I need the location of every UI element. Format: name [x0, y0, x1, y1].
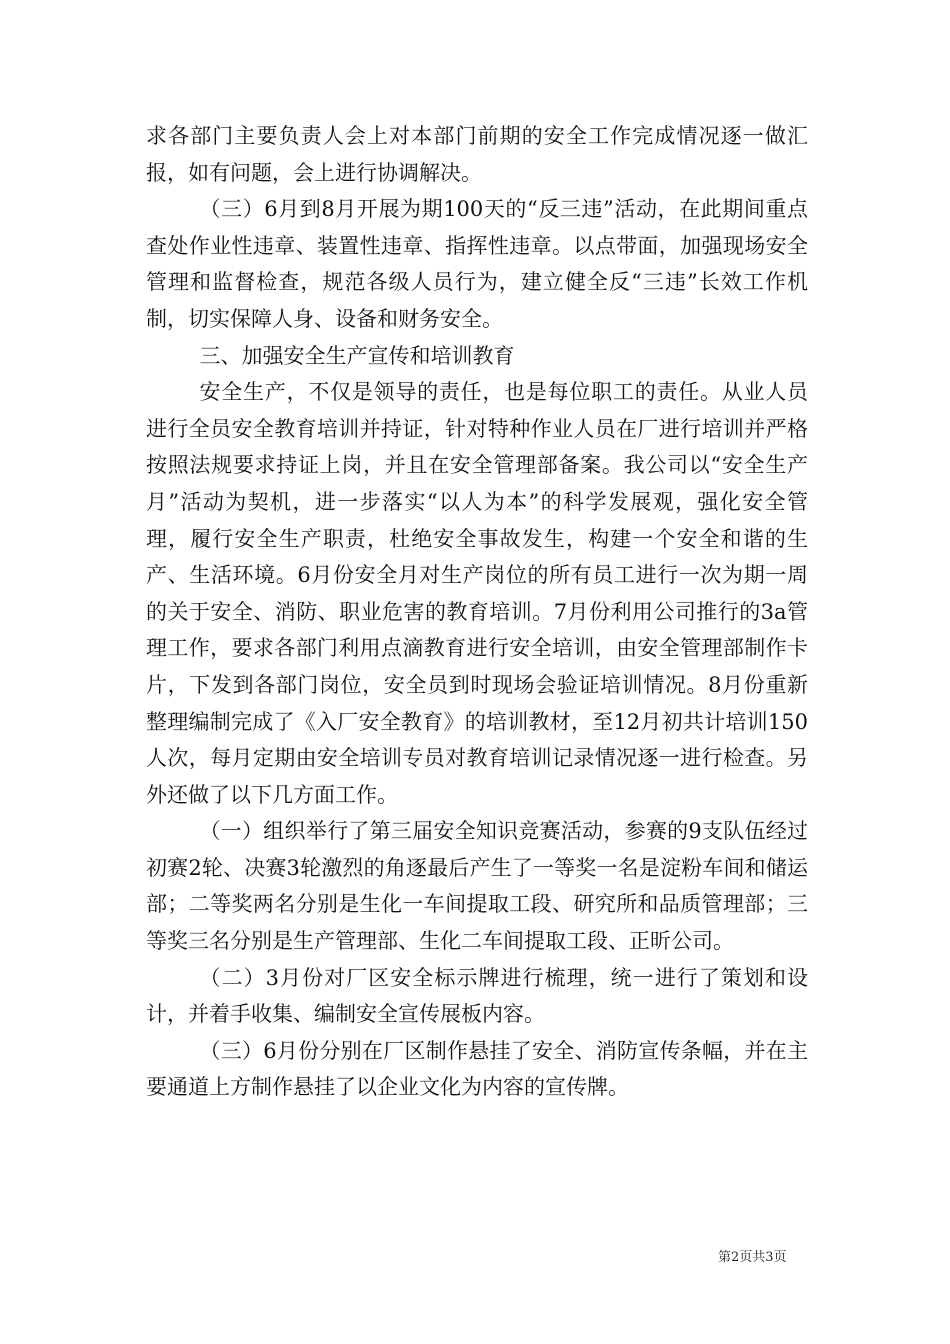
paragraph-anti-violation-campaign: （三）6月到8月开展为期100天的“反三违”活动，在此期间重点查处作业性违章、装置性违章、指挥性违章。以点带面，加强现场安全管理和监督检查，规范各级人员行为，建立健全反“三违”长效工作机制，切实保障人身、设备和财务安全。	[146, 197, 808, 331]
paragraph-knowledge-contest: （一）组织举行了第三届安全知识竞赛活动，参赛的9支队伍经过初赛2轮、决赛3轮激烈的角逐最后产生了一等奖一名是淀粉车间和储运部；二等奖两名分别是生化一车间提取工段、研究所和品质管理部；三等奖三名分别是生产管理部、生化二车间提取工段、正昕公司。	[146, 819, 808, 954]
paragraph-continuation: 求各部门主要负责人会上对本部门前期的安全工作完成情况逐一做汇报，如有问题，会上进行协调解决。	[146, 124, 808, 185]
section-heading-training: 三、加强安全生产宣传和培训教育	[199, 343, 515, 368]
paragraph-banners: （三）6月份分别在厂区制作悬挂了安全、消防宣传条幅，并在主要通道上方制作悬挂了以企业文化为内容的宣传牌。	[146, 1038, 808, 1100]
page-number: 第2页共3页	[718, 1250, 787, 1265]
document-body	[146, 118, 808, 1106]
paragraph-safety-training: 安全生产，不仅是领导的责任，也是每位职工的责任。从业人员进行全员安全教育培训并持证，针对特种作业人员在厂进行培训并严格按照法规要求持证上岗，并且在安全管理部备案。我公司以“安全生产月”活动为契机，进一步落实“以人为本”的科学发展观，强化安全管理，履行安全生产职责，杜绝安全事故发生，构建一个安全和谐的生产、生活环境。6月份安全月对生产岗位的所有员工进行一次为期一周的关于安全、消防、职业危害的教育培训。7月份利用公司推行的3a管理工作，要求各部门利用点滴教育进行安全培训，由安全管理部制作卡片，下发到各部门岗位，安全员到时现场会验证培训情况。8月份重新整理编制完成了《入厂安全教育》的培训教材，至12月初共计培训150人次，每月定期由安全培训专员对教育培训记录情况逐一进行检查。另外还做了以下几方面工作。	[146, 380, 808, 807]
paragraph-safety-signs: （二）3月份对厂区安全标示牌进行梳理，统一进行了策划和设计，并着手收集、编制安全宣传展板内容。	[146, 965, 808, 1027]
